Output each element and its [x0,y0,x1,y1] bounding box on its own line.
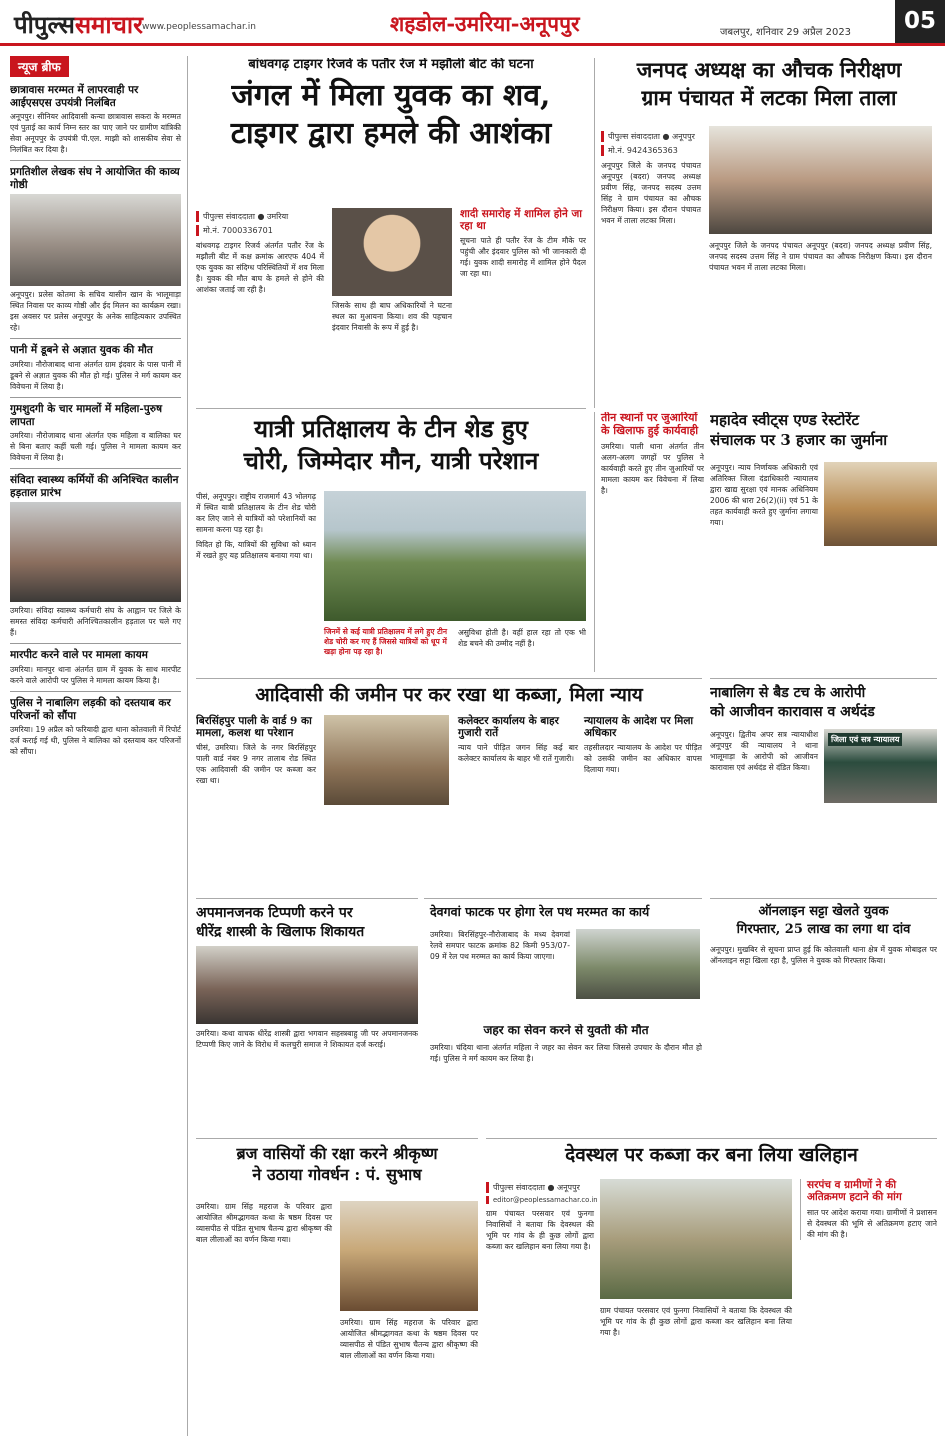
strike-photo [10,502,181,602]
govardhan-text: उमरिया। ग्राम सिंह महराज के परिवार द्वारा आयोजित श्रीमद्भागवत कथा के षष्ठम दिवस पर व्यासपीठ से पंडित सुभाष चैतन्य द्वारा श्रीकृष्ण की बाल लीलाओं का वर्णन किया गया। [340,1318,478,1360]
sweet-shop-photo [824,462,937,546]
tiger-text: सूचना पाते ही पतौर रेंज के टीम मौके पर पहुंची और इंदवार पुलिस को भी जानकारी दी गई। युवक शादी समारोह में शामिल होने पैदल जा रहा था। [460,236,586,279]
devsthal-story [486,1138,937,1436]
court-board-text: जिला एवं सत्र न्यायालय [828,733,902,746]
brief-text: उमरिया। नौरोजाबाद थाना अंतर्गत ग्राम इंदवार के पास पानी में डूबने से अज्ञात युवक की मौत हो गई। पुलिस ने मर्ग कायम कर विवेचना में लिया है। [10,359,181,391]
brief-headline: मारपीट करने वाले पर मामला कायम [10,649,148,662]
brief-headline: पुलिस ने नाबालिग लड़की को दस्तयाब कर परिजनों को सौंपा [10,696,171,722]
email-address[interactable]: editor@peoplessamachar.co.in [486,1196,594,1204]
janpad-headline-line-1: जनपद अध्यक्ष का औचक निरीक्षण [636,58,902,82]
railway-crossing-photo [576,929,700,999]
mobile-number: मो.नं. 7000336701 [196,225,324,236]
byline: पीपुल्स संवाददाता ● अनूपपुर [486,1182,594,1193]
brief-headline: पानी में डूबने से अज्ञात युवक की मौत [10,344,153,357]
gambling-text: उमरिया। पाली थाना अंतर्गत तीन अलग-अलग जगहों पर पुलिस ने कार्यवाही करते हुए तीन जुआरियों पर मामला कायम कर विवेचना में लिया है। [601,442,704,496]
rail-text: उमरिया। बिरसिंहपुर-नौरोजाबाद के मध्य देवगवां रेलवे समपार फाटक क्रमांक 82 किमी 953/07-09 में रेल पथ मरम्मत का कार्य किया जाएगा। [430,930,570,961]
nabalig-headline-line-1: नाबालिग से बैड टच के आरोपी [710,685,866,701]
threshing-floor-photo [600,1179,792,1299]
poetry-event-photo [10,194,181,286]
tribal-subheadline: कलेक्टर कार्यालय के बाहर गुजारी रातें [458,715,559,740]
satta-text: अनूपपुर। मुखबिर से सूचना प्राप्त हुई कि कोतवाली थाना क्षेत्र में युवक मोबाइल पर ऑनलाइन सट्टा खिला रहा है, पुलिस ने युवक को गिरफ्तार किया। [710,944,937,965]
tribal-text: तहसीलदार न्यायालय के आदेश पर पीड़ित को उसकी जमीन का अधिकार वापस दिलाया गया। [584,743,702,775]
govardhan-headline-line-2: ने उठाया गोवर्धन : पं. सुभाष [252,1165,422,1185]
site-url[interactable]: www.peoplessamachar.in [142,22,256,32]
brief-headline: गुमशुदगी के चार मामलों में महिला-पुरुष लापता [10,402,163,428]
govardhan-text: उमरिया। ग्राम सिंह महराज के परिवार द्वारा आयोजित श्रीमद्भागवत कथा के षष्ठम दिवस पर व्यासपीठ से पंडित सुभाष चैतन्य द्वारा श्रीकृष्ण की बाल लीलाओं का वर्णन किया गया। [196,1202,332,1244]
shastri-story [196,898,418,1130]
photo-caption: जिनमें से कई यात्री प्रतिक्षालय में लगे हुए टीन शेड चोरी कर गए हैं जिससे यात्रियों को धूप में खड़ा होना पड़ रहा है। [324,627,447,656]
nabalig-headline-line-2: को आजीवन कारावास व अर्थदंड [710,704,875,721]
devsthal-text: ग्राम पंचायत परसवार एवं फुनगा निवासियों ने बताया कि देवस्थल की भूमि पर गांव के ही कुछ लोगों द्वारा कब्जा कर खलिहान बना लिया गया है। [600,1306,792,1337]
rail-story [424,898,702,1020]
region-title: शहडोल-उमरिया-अनूपपुर [390,11,580,36]
brief-text: उमरिया। नौरोजाबाद थाना अंतर्गत एक महिला व बालिका घर से बिना बताए कहीं चली गई। पुलिस ने मामला कायम कर विवेचना में लिया है। [10,431,181,463]
brief-text: उमरिया। 19 अप्रैल को फरियादी द्वारा थाना कोतवाली में रिपोर्ट दर्ज कराई गई थी, पुलिस ने बालिका को दस्तयाब कर परिजनों को सौंपा। [10,725,181,757]
janpad-headline-line-2: ग्राम पंचायत में लटका मिला ताला [641,85,897,111]
poison-story [424,1024,702,1130]
masthead [0,0,945,46]
rail-headline: देवगवां फाटक पर होगा रेल पथ मरम्मत का कार्य [430,904,650,919]
victim-photo [332,208,452,296]
govardhan-story [196,1138,478,1436]
nabalig-text: अनूपपुर। द्वितीय अपर सत्र न्यायाधीश अनूपपुर की न्यायालय ने थाना भालूमाड़ा के आरोपी को आजीवन कारावास एवं अर्थदंड से दंडित किया। [710,730,818,772]
tiger-text: बांधवगढ़ टाइगर रिजर्व अंतर्गत पतौर रेंज के मझौली बीट में कक्ष क्रमांक आरएफ 404 में एक युवक का संदिग्ध परिस्थितियों में शव मिला है। युवक की मौत बाघ के हमले से होने की आशंका जताई जा रही है। [196,241,324,294]
shastri-headline-line-1: अपमानजनक टिप्पणी करने पर [196,905,353,921]
news-brief-tag: न्यूज ब्रीफ [10,56,69,77]
issue-date: जबलपुर, शनिवार 29 अप्रैल 2023 [720,27,852,38]
poison-text: उमरिया। चंदिया थाना अंतर्गत महिला ने जहर का सेवन कर लिया जिससे उपचार के दौरान मौत हो गई। पुलिस ने मर्ग कायम कर लिया है। [430,1042,702,1063]
mahadev-headline-line-2: संचालक पर 3 हजार का जुर्माना [710,431,888,450]
brief-text: उमरिया। संविदा स्वास्थ्य कर्मचारी संघ के आह्वान पर जिले के समस्त संविदा कर्मचारी अनिश्चितकालीन हड़ताल पर चले गए हैं। [10,606,181,638]
mobile-number: मो.नं. 9424365363 [601,145,701,156]
tiger-story [196,58,586,400]
brief-text: उमरिया। मानपुर थाना अंतर्गत ग्राम में युवक के साथ मारपीट करने वाले आरोपी पर पुलिस ने मामला कायम किया है। [10,664,181,685]
janpad-story [594,58,937,408]
shed-story [196,408,586,670]
shed-text: असुविधा होती है। वहीं हाल रहा तो एक भी शेड बचने की उम्मीद नहीं है। [458,628,586,648]
satta-headline-line-2: गिरफ्तार, 25 लाख का लगा था दांव [736,921,911,937]
tiger-headline-line-1: जंगल में मिला युवक का शव, [231,77,551,113]
brief-headline: छात्रावास मरम्मत में लापरवाही पर आईएसएस उपयंत्री निलंबित [10,84,139,109]
devsthal-side-text: सात पर आदेश कराया गया। ग्रामीणों ने प्रशासन से देवस्थल की भूमि से अतिक्रमण हटाए जाने की मांग की है। [807,1208,937,1240]
govardhan-headline-line-1: ब्रज वासियों की रक्षा करने श्रीकृष्ण [236,1144,438,1163]
brief-text: अनूपपुर। प्रलेस कोतमा के सचिव यासीन खान के भालूमाड़ा स्थित निवास पर काव्य गोष्ठी और ईद मिलन का कार्यक्रम रखा। इस अवसर पर प्रलेस अनूपपुर के अनेक साहित्यकार उपस्थित रहे। [10,290,181,333]
tiger-headline-line-2: टाइगर द्वारा हमले की आशंका [230,116,552,152]
news-brief-column [10,56,188,1436]
brief-headline: प्रगतिशील लेखक संघ ने आयोजित की काव्य गोष्ठी [10,166,180,191]
satta-story [710,898,937,1130]
devsthal-text: ग्राम पंचायत परसवार एवं फुनगा निवासियों ने बताया कि देवस्थल की भूमि पर गांव के ही कुछ लोगों द्वारा कब्जा कर खलिहान बना लिया गया है। [486,1209,594,1251]
court-board-photo [824,729,937,803]
mahadev-story [710,412,937,672]
shed-headline-line-1: यात्री प्रतिक्षालय के टीन शेड हुए [254,414,528,443]
janpad-text: अनूपपुर जिले के जनपद पंचायत अनूपपुर (बदरा) जनपद अध्यक्ष प्रवीण सिंह, जनपद सदस्य उत्तम सिंह ने ग्राम पंचायत का औचक निरीक्षण किया। इस दौरान पंचायत भवन में ताला लटका मिला। [601,161,701,225]
tiger-kicker: बांधवगढ़ टाइगर रिजर्व के पतौर रेंज में मझौली बीट की घटना [248,58,534,72]
inspection-photo [709,126,932,234]
page-number: 05 [895,0,945,43]
shastri-text: उमरिया। कथा वाचक धीरेंद्र शास्त्री द्वारा भगवान सहस्त्रबाहु जी पर अपमानजनक टिप्पणी किए जाने के विरोध में कलचुरी समाज ने शिकायत दर्ज कराई। [196,1029,418,1050]
devsthal-side-headline-2: अतिक्रमण हटाने की मांग [807,1191,902,1204]
devsthal-side-headline-1: सरपंच व ग्रामीणों ने की [807,1179,897,1191]
shed-text: पीसं, अनूपपुर। राष्ट्रीय राजमार्ग 43 भोलगढ़ में स्थित यात्री प्रतिक्षालय के टीन शेड चोरी कर लिए जाने से यात्रियों को परेशानियों का सामना करना पड़ रहा है। [196,492,316,534]
bus-shelter-photo [324,491,586,621]
tribal-subheadline: बिरसिंहपुर पाली के वार्ड 9 का मामला, कलश था परेशान [196,715,312,740]
tribal-text: चीसं, उमरिया। जिले के नगर बिरसिंहपुर पाली वार्ड नंबर 9 नगर तालाब रोड स्थित एक आदिवासी की जमीन पर कब्जा कर रखा था। [196,743,316,786]
byline: पीपुल्स संवाददाता ● उमरिया [196,211,324,222]
tribal-land-story [196,678,702,890]
newspaper-logo: पीपुल्ससमाचार [14,10,143,39]
tiger-text: जिसके साथ ही बाघ अधिकारियों ने घटना स्थल का मुआयना किया। शव की पहचान इंदवार निवासी के रूप में हुई है। [332,301,452,332]
mahadev-text: अनूपपुर। न्याय निर्णायक अधिकारी एवं अतिरिक्त जिला दंडाधिकारी न्यायालय द्वारा खाद्य सुरक्षा एवं मानक अधिनियम 2006 की धारा 26(2)(ii) एवं 51 के तहत कार्यवाही करते हुए जुर्माना लगाया गया। [710,463,818,527]
tribal-headline: आदिवासी की जमीन पर कर रखा था कब्जा, मिला न्याय [255,684,643,706]
brief-text: अनूपपुर। सीनियर आदिवासी कन्या छात्रावास सकरा के मरम्मत एवं पुताई का कार्य निम्न स्तर का पाए जाने पर ग्रामीण यांत्रिकी सेवा अनूपपुर के उपयंत्री पी.एल. माझी को शासकीय सेवा से निलंबित कर दिया है। [10,112,181,155]
katha-photo [340,1201,478,1311]
poison-headline: जहर का सेवन करने से युवती की मौत [483,1024,649,1037]
shastri-headline-line-2: धीरेंद्र शास्त्री के खिलाफ शिकायत [196,924,365,941]
mahadev-headline-line-1: महादेव स्वीट्स एण्ड रेस्टोरेंट [710,412,860,429]
satta-headline-line-1: ऑनलाइन सट्टा खेलते युवक [758,904,889,919]
shed-text: विदित हो कि, यात्रियों की सुविधा को ध्यान में रखते हुए यह प्रतिक्षालय बनाया गया था। [196,540,316,560]
brief-headline: संविदा स्वास्थ्य कर्मियों की अनिश्चित कालीन हड़ताल प्रारंभ [10,474,179,499]
land-dispute-photo [324,715,449,805]
tribal-text: न्याय पाने पीड़ित जगन सिंह कई बार कलेक्टर कार्यालय के बाहर भी रातें गुजारी। [458,743,578,764]
complaint-photo [196,946,418,1024]
tiger-subheadline: शादी समारोह में शामिल होने जा रहा था [460,208,583,233]
devsthal-headline: देवस्थल पर कब्जा कर बना लिया खलिहान [565,1144,858,1166]
gambling-headline: तीन स्थानों पर जुआरियों के खिलाफ हुई कार्यवाही [601,412,699,437]
nabalig-story [710,678,937,890]
shed-headline-line-2: चोरी, जिम्मेदार मौन, यात्री परेशान [243,445,539,475]
gambling-story [594,412,704,672]
tribal-subheadline: न्यायालय के आदेश पर मिला अधिकार [584,715,694,740]
byline: पीपुल्स संवाददाता ● अनूपपुर [601,131,701,142]
janpad-text: अनूपपुर जिले के जनपद पंचायत अनूपपुर (बदरा) जनपद अध्यक्ष प्रवीण सिंह, जनपद सदस्य उत्तम सिंह ने ग्राम पंचायत का औचक निरीक्षण किया। इस दौरान पंचायत भवन में ताला लटका मिला। [709,241,932,272]
